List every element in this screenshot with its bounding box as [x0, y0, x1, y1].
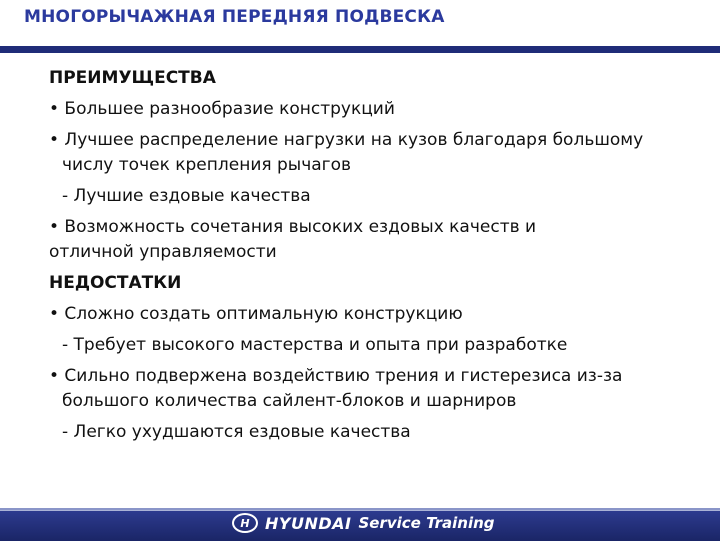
slide-title: МНОГОРЫЧАЖНАЯ ПЕРЕДНЯЯ ПОДВЕСКА — [24, 7, 445, 27]
advantage-bullet-2 — [49, 128, 679, 178]
advantage-sub-item: - Лучшие ездовые качества — [62, 186, 311, 206]
advantage-bullet-2-line-2: числу точек крепления рычагов — [62, 155, 352, 175]
logo-brand: HYUNDAI — [265, 513, 352, 533]
advantage-bullet-2-line-1: • Лучшее распределение нагрузки на кузов благодаря большому — [49, 130, 644, 150]
slide-content — [49, 66, 679, 451]
disadvantage-sub-item-1: - Требует высокого мастерства и опыта при разработке — [62, 335, 568, 355]
advantage-bullet-3-line-2: отличной управляемости — [49, 242, 277, 262]
disadvantage-bullet-2-line-1: • Сильно подвержена воздействию трения и гистерезиса из-за — [49, 366, 623, 386]
advantage-bullet-3 — [49, 215, 679, 265]
advantage-bullet-1: • Большее разнообразие конструкций — [49, 99, 395, 119]
disadvantage-sub-item-2: - Легко ухудшаются ездовые качества — [62, 422, 411, 442]
advantage-bullet-3-line-1: • Возможность сочетания высоких ездовых качеств и — [49, 217, 537, 237]
title-rule — [0, 46, 720, 53]
disadvantage-bullet-1: • Сложно создать оптимальную конструкцию — [49, 304, 463, 324]
hyundai-emblem-icon: H — [232, 513, 258, 533]
hyundai-logo — [232, 513, 495, 533]
advantages-heading: ПРЕИМУЩЕСТВА — [49, 68, 216, 88]
logo-subtitle: Service Training — [358, 514, 495, 532]
disadvantage-bullet-2 — [49, 364, 679, 414]
disadvantage-bullet-2-line-2: большого количества сайлент-блоков и шарниров — [62, 391, 517, 411]
disadvantages-heading: НЕДОСТАТКИ — [49, 273, 182, 293]
